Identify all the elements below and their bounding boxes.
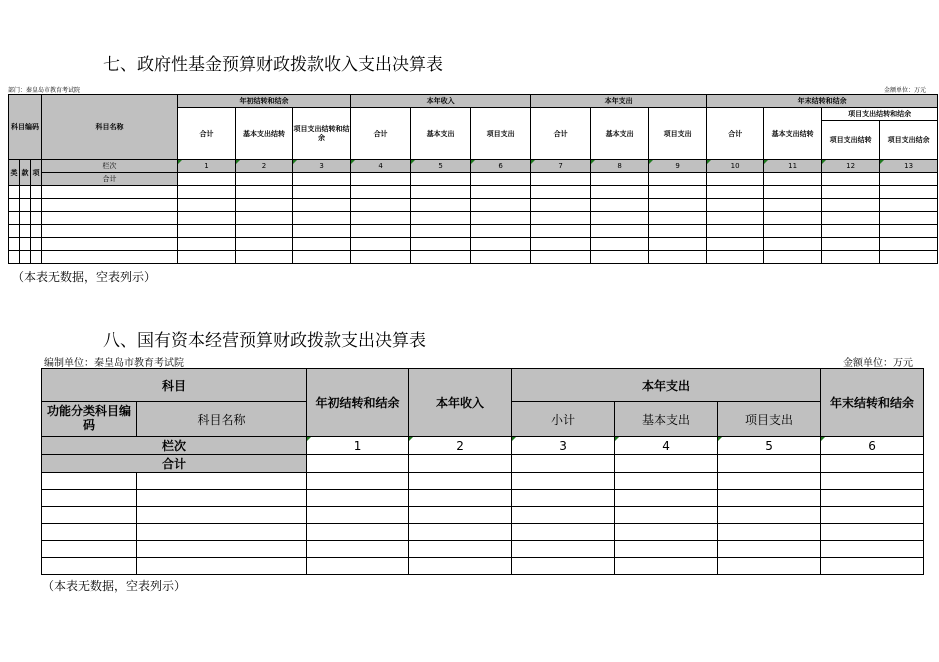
cell: [764, 173, 822, 186]
cell: [9, 212, 20, 225]
table-row: [9, 199, 938, 212]
cell: [471, 251, 531, 264]
table8: [41, 368, 924, 575]
header-nc: 年初结转和结余: [178, 95, 351, 108]
cell: [42, 225, 178, 238]
lanci-label: 栏次: [42, 437, 307, 455]
table8-note: （本表无数据，空表列示）: [42, 579, 187, 593]
cell: [307, 507, 409, 524]
cell: [649, 251, 707, 264]
cell: [351, 173, 411, 186]
cell: [880, 238, 938, 251]
col-num: 12: [822, 160, 880, 173]
cell: [31, 225, 42, 238]
col-num: 6: [471, 160, 531, 173]
cell: [9, 238, 20, 251]
cell: [411, 238, 471, 251]
cell: [821, 524, 924, 541]
cell: [764, 238, 822, 251]
header-name: 科目名称: [137, 402, 307, 437]
cell: [649, 225, 707, 238]
cell: [351, 251, 411, 264]
header-project: 项目支出: [471, 108, 531, 160]
table-row: [9, 238, 938, 251]
header-basic: 基本支出: [411, 108, 471, 160]
cell: [707, 199, 764, 212]
cell: [707, 251, 764, 264]
cell: [293, 225, 351, 238]
cell: [764, 199, 822, 212]
col-num: 10: [707, 160, 764, 173]
cell: [707, 173, 764, 186]
cell: [880, 186, 938, 199]
cell: [178, 238, 236, 251]
table7: [8, 94, 938, 264]
cell: [20, 251, 31, 264]
cell: [137, 473, 307, 490]
cell: [351, 186, 411, 199]
cell: [293, 238, 351, 251]
cell: [531, 212, 591, 225]
cell: [409, 558, 512, 575]
col-num: 2: [409, 437, 512, 455]
header-total: 合计: [707, 108, 764, 160]
cell: [707, 238, 764, 251]
table-row: [42, 541, 924, 558]
table-row: [9, 225, 938, 238]
cell: [718, 455, 821, 473]
col-num: 3: [293, 160, 351, 173]
cell: [512, 558, 615, 575]
col-num: 2: [236, 160, 293, 173]
header-km-code: 科目编码: [9, 95, 42, 160]
cell: [615, 507, 718, 524]
cell: [764, 186, 822, 199]
header-nm: 年末结转和结余: [821, 369, 924, 437]
cell: [307, 558, 409, 575]
table-row: [9, 251, 938, 264]
cell: [409, 507, 512, 524]
cell: [411, 212, 471, 225]
cell: [137, 558, 307, 575]
cell: [9, 251, 20, 264]
col-num: 1: [178, 160, 236, 173]
cell: [42, 212, 178, 225]
header-code: 功能分类科目编码: [42, 402, 137, 437]
cell: [531, 238, 591, 251]
cell: [293, 186, 351, 199]
cell: [42, 238, 178, 251]
table-row: [42, 473, 924, 490]
cell: [531, 251, 591, 264]
cell: [615, 455, 718, 473]
cell: [42, 541, 137, 558]
cell: [137, 524, 307, 541]
total-label: 合计: [42, 455, 307, 473]
cell: [20, 199, 31, 212]
cell: [649, 199, 707, 212]
table7-title: 七、政府性基金预算财政拨款收入支出决算表: [103, 55, 443, 75]
cell: [512, 490, 615, 507]
cell: [42, 507, 137, 524]
cell: [409, 455, 512, 473]
cell: [821, 490, 924, 507]
cell: [512, 524, 615, 541]
cell: [236, 173, 293, 186]
col-xiang: 项: [31, 160, 42, 186]
table-row: [42, 490, 924, 507]
cell: [649, 238, 707, 251]
col-num: 4: [615, 437, 718, 455]
cell: [718, 490, 821, 507]
cell: [615, 558, 718, 575]
table7-note: （本表无数据，空表列示）: [12, 270, 157, 284]
header-subtotal: 小计: [512, 402, 615, 437]
cell: [31, 238, 42, 251]
cell: [351, 225, 411, 238]
cell: [178, 212, 236, 225]
cell: [31, 199, 42, 212]
header-km: 科目: [42, 369, 307, 402]
cell: [20, 186, 31, 199]
cell: [411, 173, 471, 186]
table-row: [42, 558, 924, 575]
cell: [236, 225, 293, 238]
cell: [615, 541, 718, 558]
cell: [591, 251, 649, 264]
table7-dept: 部门：秦皇岛市教育考试院: [8, 87, 81, 94]
cell: [512, 473, 615, 490]
cell: [880, 251, 938, 264]
cell: [42, 473, 137, 490]
cell: [236, 251, 293, 264]
cell: [20, 212, 31, 225]
table8-title: 八、国有资本经营预算财政拨款支出决算表: [103, 331, 426, 351]
cell: [178, 186, 236, 199]
header-expense: 本年支出: [512, 369, 821, 402]
cell: [822, 186, 880, 199]
cell: [411, 199, 471, 212]
table-row: [9, 186, 938, 199]
cell: [591, 199, 649, 212]
col-num: 4: [351, 160, 411, 173]
col-kuan: 款: [20, 160, 31, 186]
cell: [178, 199, 236, 212]
cell: [409, 473, 512, 490]
col-num: 1: [307, 437, 409, 455]
cell: [821, 455, 924, 473]
cell: [821, 507, 924, 524]
cell: [531, 225, 591, 238]
header-project: 项目支出: [718, 402, 821, 437]
cell: [42, 524, 137, 541]
cell: [20, 225, 31, 238]
header-total: 合计: [178, 108, 236, 160]
cell: [822, 199, 880, 212]
cell: [821, 558, 924, 575]
cell: [822, 225, 880, 238]
header-total: 合计: [351, 108, 411, 160]
col-num: 6: [821, 437, 924, 455]
table8-dept: 编制单位：秦皇岛市教育考试院: [44, 358, 184, 369]
cell: [471, 225, 531, 238]
cell: [880, 173, 938, 186]
cell: [42, 251, 178, 264]
cell: [31, 251, 42, 264]
header-project-carry: 项目支出结转和结余: [822, 108, 938, 121]
header-income: 本年收入: [351, 95, 531, 108]
cell: [471, 186, 531, 199]
cell: [718, 524, 821, 541]
table-row: [42, 524, 924, 541]
cell: [718, 473, 821, 490]
cell: [707, 225, 764, 238]
cell: [591, 212, 649, 225]
cell: [307, 541, 409, 558]
cell: [236, 199, 293, 212]
col-num: 7: [531, 160, 591, 173]
cell: [718, 507, 821, 524]
cell: [821, 473, 924, 490]
cell: [718, 558, 821, 575]
cell: [178, 251, 236, 264]
cell: [236, 186, 293, 199]
cell: [822, 212, 880, 225]
cell: [512, 455, 615, 473]
cell: [764, 251, 822, 264]
cell: [880, 225, 938, 238]
cell: [137, 507, 307, 524]
cell: [307, 490, 409, 507]
cell: [707, 186, 764, 199]
col-num: 13: [880, 160, 938, 173]
header-project-jieyu: 项目支出结余: [880, 121, 938, 160]
cell: [42, 558, 137, 575]
cell: [409, 541, 512, 558]
col-num: 11: [764, 160, 822, 173]
table-row: [9, 212, 938, 225]
cell: [531, 199, 591, 212]
cell: [822, 251, 880, 264]
cell: [411, 225, 471, 238]
cell: [293, 199, 351, 212]
header-total: 合计: [531, 108, 591, 160]
cell: [764, 225, 822, 238]
header-nm: 年末结转和结余: [707, 95, 938, 108]
cell: [615, 524, 718, 541]
cell: [307, 524, 409, 541]
col-num: 9: [649, 160, 707, 173]
header-project-carry: 项目支出结转和结余: [293, 108, 351, 160]
cell: [822, 173, 880, 186]
cell: [707, 212, 764, 225]
cell: [42, 186, 178, 199]
table8-unit: 金额单位：万元: [843, 358, 913, 369]
cell: [764, 212, 822, 225]
header-basic-carry: 基本支出结转: [764, 108, 822, 160]
cell: [9, 225, 20, 238]
cell: [409, 490, 512, 507]
cell: [411, 251, 471, 264]
cell: [591, 173, 649, 186]
cell: [649, 173, 707, 186]
cell: [531, 173, 591, 186]
cell: [531, 186, 591, 199]
cell: [293, 212, 351, 225]
header-expense: 本年支出: [531, 95, 707, 108]
header-basic: 基本支出: [591, 108, 649, 160]
header-km-name: 科目名称: [42, 95, 178, 160]
col-lei: 类: [9, 160, 20, 186]
cell: [822, 238, 880, 251]
cell: [411, 186, 471, 199]
cell: [471, 199, 531, 212]
col-num: 5: [411, 160, 471, 173]
cell: [471, 238, 531, 251]
lanci-label: 栏次: [42, 160, 178, 173]
cell: [137, 541, 307, 558]
cell: [880, 199, 938, 212]
cell: [178, 225, 236, 238]
cell: [615, 473, 718, 490]
header-project-jiezhuan: 项目支出结转: [822, 121, 880, 160]
header-basic-carry: 基本支出结转: [236, 108, 293, 160]
cell: [307, 473, 409, 490]
table-row: [42, 507, 924, 524]
cell: [351, 238, 411, 251]
cell: [236, 212, 293, 225]
cell: [9, 199, 20, 212]
cell: [9, 186, 20, 199]
cell: [471, 212, 531, 225]
cell: [649, 186, 707, 199]
cell: [307, 455, 409, 473]
col-num: 3: [512, 437, 615, 455]
cell: [880, 212, 938, 225]
cell: [351, 212, 411, 225]
cell: [42, 490, 137, 507]
cell: [42, 199, 178, 212]
total-label: 合计: [42, 173, 178, 186]
table7-unit: 金额单位：万元: [884, 87, 927, 94]
cell: [591, 225, 649, 238]
cell: [591, 238, 649, 251]
cell: [236, 238, 293, 251]
header-income: 本年收入: [409, 369, 512, 437]
header-project: 项目支出: [649, 108, 707, 160]
cell: [512, 507, 615, 524]
cell: [178, 173, 236, 186]
cell: [471, 173, 531, 186]
cell: [351, 199, 411, 212]
cell: [591, 186, 649, 199]
cell: [718, 541, 821, 558]
cell: [31, 212, 42, 225]
header-nc: 年初结转和结余: [307, 369, 409, 437]
cell: [409, 524, 512, 541]
cell: [615, 490, 718, 507]
cell: [649, 212, 707, 225]
cell: [137, 490, 307, 507]
col-num: 5: [718, 437, 821, 455]
cell: [293, 251, 351, 264]
cell: [512, 541, 615, 558]
cell: [31, 186, 42, 199]
cell: [821, 541, 924, 558]
cell: [20, 238, 31, 251]
header-basic: 基本支出: [615, 402, 718, 437]
cell: [293, 173, 351, 186]
col-num: 8: [591, 160, 649, 173]
